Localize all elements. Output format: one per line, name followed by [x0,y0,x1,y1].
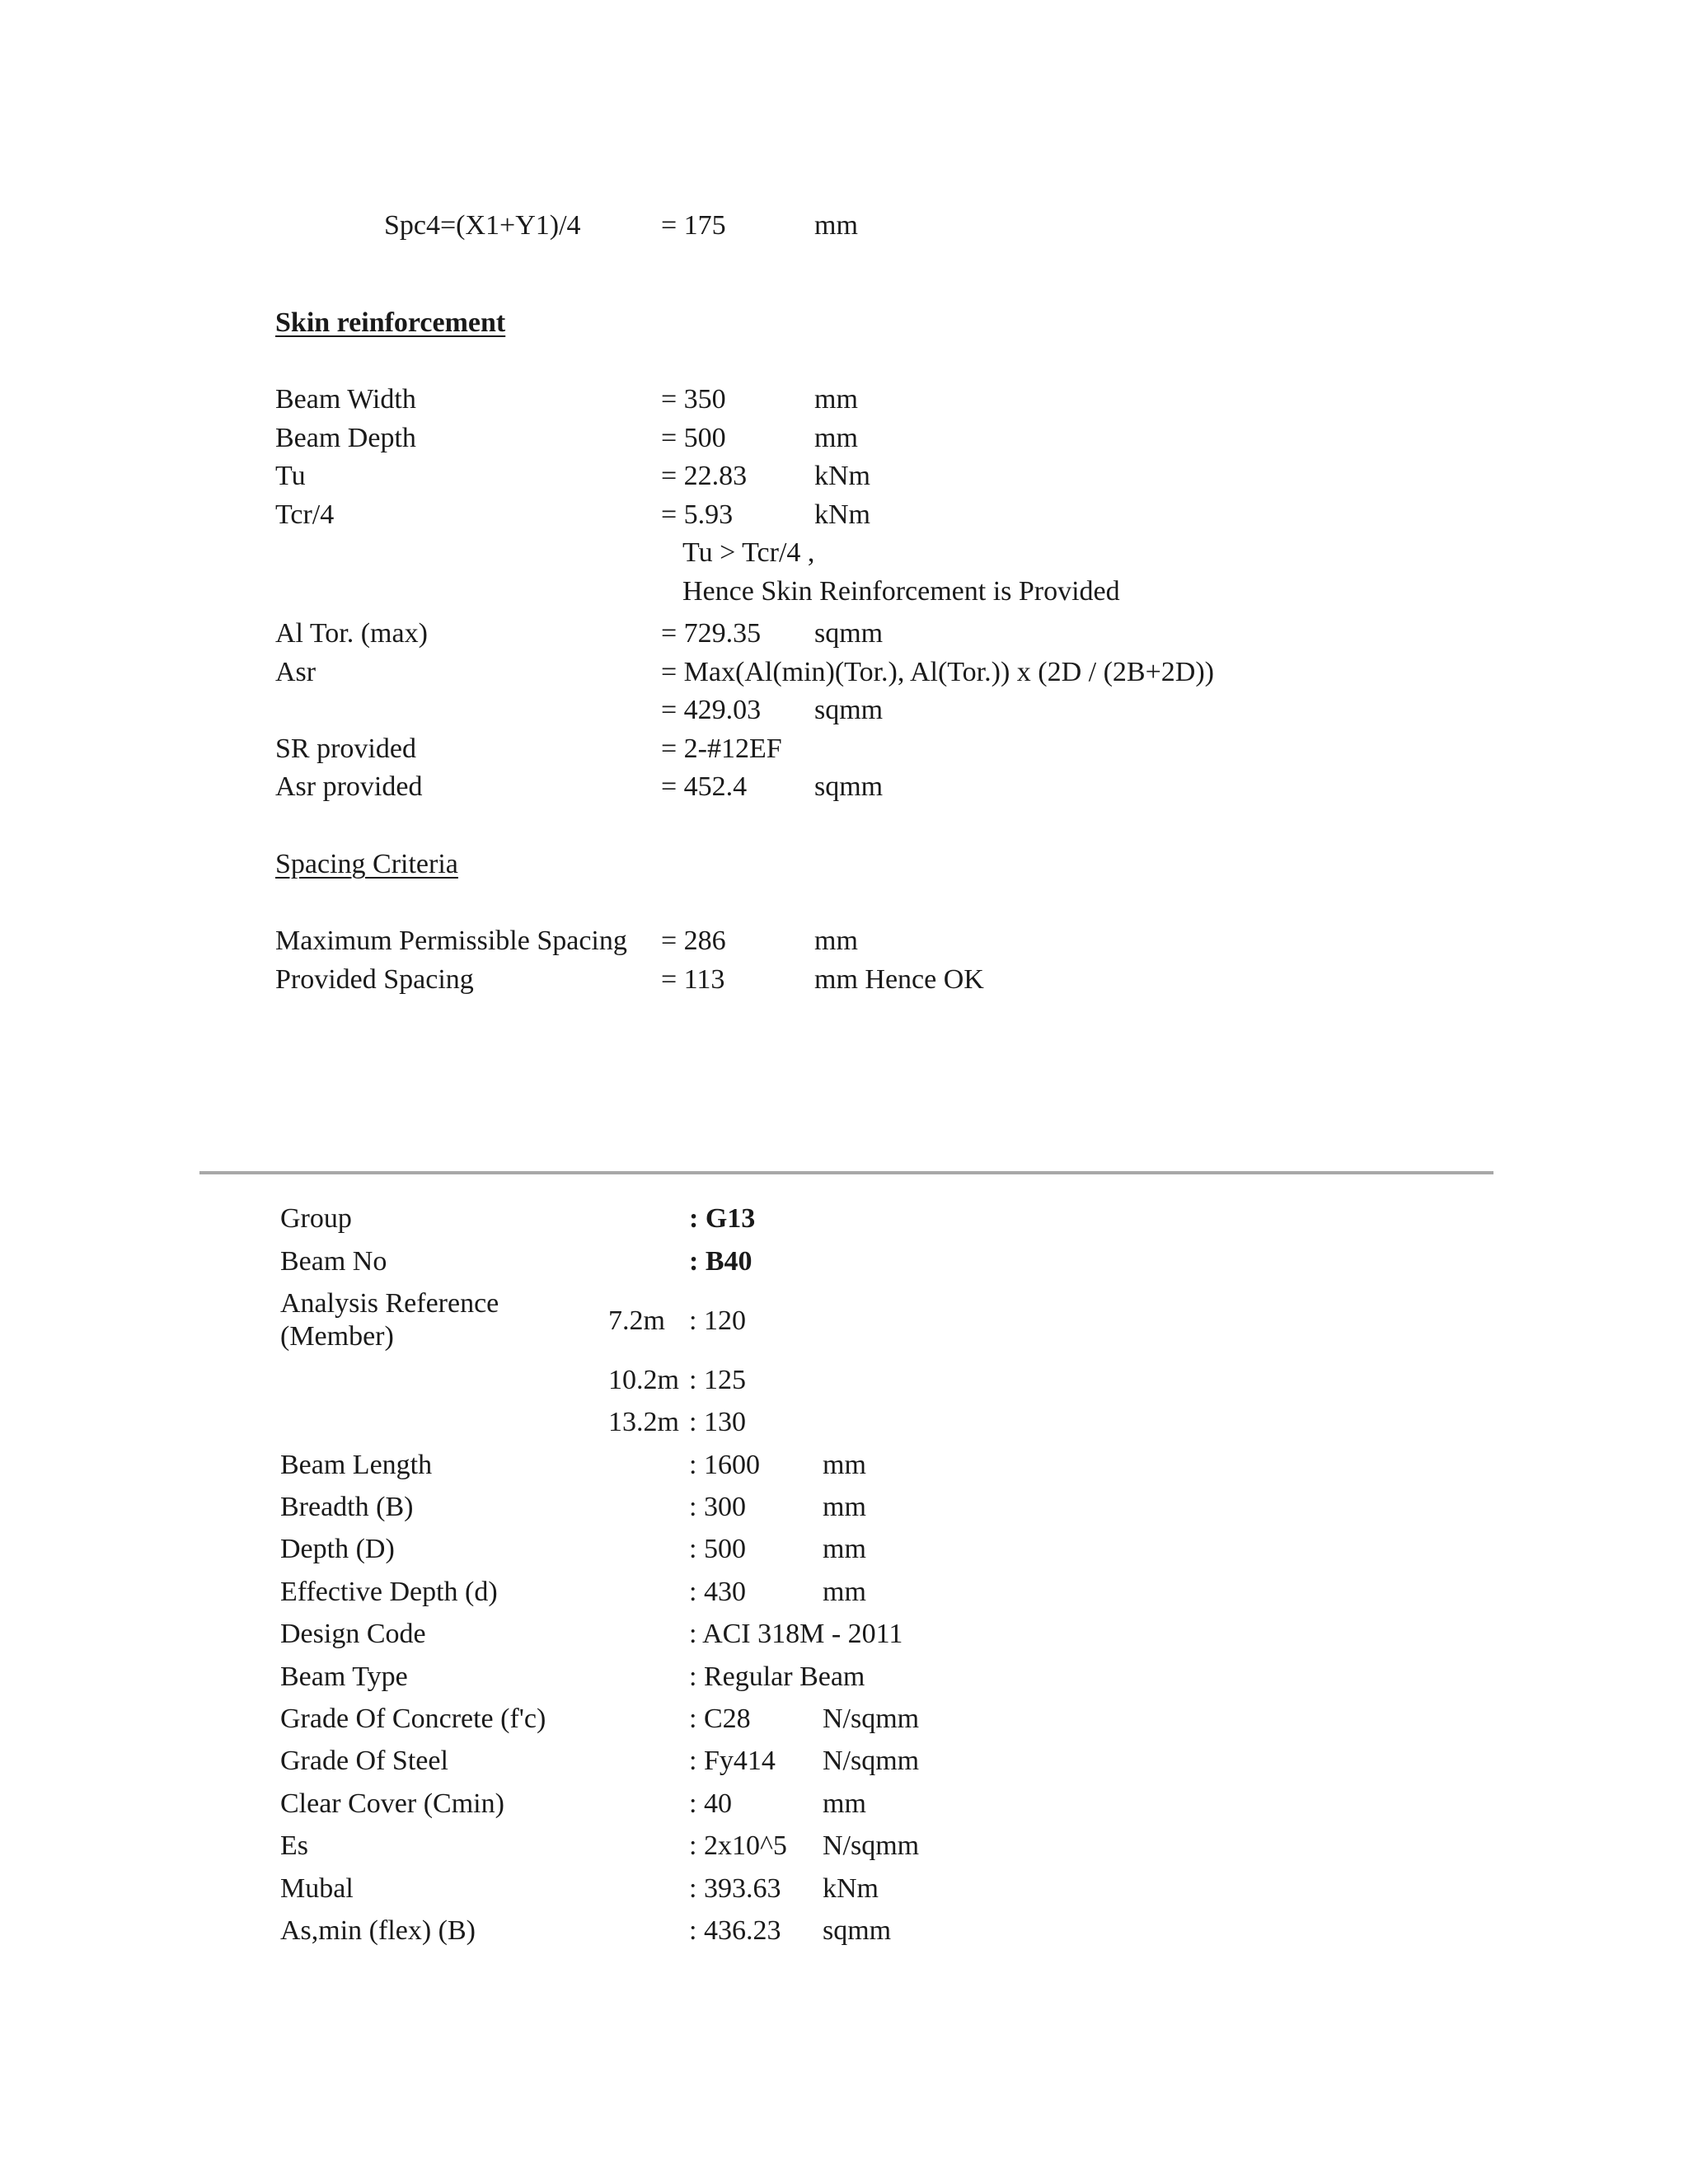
effective-depth-unit: mm [823,1577,866,1607]
analysis-ref-value-3: : 130 [689,1407,746,1437]
clear-cover-label: Clear Cover (Cmin) [280,1788,504,1819]
mubal-value: : 393.63 [689,1873,781,1904]
beam-width-value: = 350 [661,384,726,415]
spacing-criteria-heading: Spacing Criteria [275,849,458,879]
max-spacing-unit: mm [814,926,858,956]
spc4-label: Spc4=(X1+Y1)/4 [384,210,581,241]
condition-note: Tu > Tcr/4 , [682,537,815,568]
max-spacing-label: Maximum Permissible Spacing [275,926,627,956]
tu-unit: kNm [814,461,870,491]
clear-cover-value: : 40 [689,1788,732,1819]
group-label: Group [280,1203,352,1234]
beam-width-unit: mm [814,384,858,415]
analysis-ref-value-2: : 125 [689,1365,746,1395]
spc4-unit: mm [814,210,858,241]
breadth-unit: mm [823,1492,866,1522]
analysis-ref-value-1: : 120 [689,1305,746,1336]
provided-spacing-unit: mm Hence OK [814,964,984,995]
group-value: : G13 [689,1203,756,1234]
max-spacing-value: = 286 [661,926,726,956]
depth-label: Depth (D) [280,1534,395,1564]
spc4-value: = 175 [661,210,726,241]
beam-length-label: Beam Length [280,1450,433,1480]
clear-cover-unit: mm [823,1788,866,1819]
asr-provided-label: Asr provided [275,771,423,802]
breadth-label: Breadth (B) [280,1492,414,1522]
depth-unit: mm [823,1534,866,1564]
breadth-value: : 300 [689,1492,746,1522]
asr-unit: sqmm [814,695,884,725]
grade-steel-value: : Fy414 [689,1746,776,1776]
as-min-flex-label: As,min (flex) (B) [280,1915,476,1946]
analysis-ref-pos-1: 7.2m [608,1305,665,1336]
beam-no-value: : B40 [689,1246,753,1277]
al-tor-unit: sqmm [814,618,884,649]
analysis-reference-label: Analysis Reference (Member) [280,1288,499,1352]
page-divider [199,1171,1493,1174]
es-value: : 2x10^5 [689,1830,787,1861]
skin-reinforcement-heading: Skin reinforcement [275,307,506,338]
sr-provided-label: SR provided [275,733,416,764]
as-min-flex-unit: sqmm [823,1915,892,1946]
analysis-ref-pos-2: 10.2m [608,1365,679,1395]
beam-type-label: Beam Type [280,1661,408,1692]
grade-steel-label: Grade Of Steel [280,1746,448,1776]
beam-depth-unit: mm [814,423,858,453]
as-min-flex-value: : 436.23 [689,1915,781,1946]
effective-depth-value: : 430 [689,1577,746,1607]
grade-concrete-label: Grade Of Concrete (f'c) [280,1704,546,1734]
asr-provided-value: = 452.4 [661,771,748,802]
design-code-label: Design Code [280,1619,426,1649]
grade-steel-unit: N/sqmm [823,1746,920,1776]
conclusion-note: Hence Skin Reinforcement is Provided [682,576,1120,607]
depth-value: : 500 [689,1534,746,1564]
analysis-ref-pos-3: 13.2m [608,1407,679,1437]
asr-label: Asr [275,657,316,687]
beam-no-label: Beam No [280,1246,387,1277]
asr-formula: = Max(Al(min)(Tor.), Al(Tor.)) x (2D / (2B+2D)) [661,657,1214,687]
tcr4-label: Tcr/4 [275,499,335,530]
beam-depth-value: = 500 [661,423,726,453]
grade-concrete-value: : C28 [689,1704,751,1734]
mubal-label: Mubal [280,1873,354,1904]
tu-value: = 22.83 [661,461,748,491]
beam-depth-label: Beam Depth [275,423,416,453]
grade-concrete-unit: N/sqmm [823,1704,920,1734]
es-unit: N/sqmm [823,1830,920,1861]
es-label: Es [280,1830,308,1861]
effective-depth-label: Effective Depth (d) [280,1577,498,1607]
beam-length-unit: mm [823,1450,866,1480]
beam-length-value: : 1600 [689,1450,760,1480]
design-code-value: : ACI 318M - 2011 [689,1619,903,1649]
beam-type-value: : Regular Beam [689,1661,865,1692]
tu-label: Tu [275,461,306,491]
sr-provided-value: = 2-#12EF [661,733,782,764]
beam-width-label: Beam Width [275,384,416,415]
tcr4-unit: kNm [814,499,870,530]
al-tor-value: = 729.35 [661,618,762,649]
asr-provided-unit: sqmm [814,771,884,802]
asr-value: = 429.03 [661,695,762,725]
provided-spacing-value: = 113 [661,964,725,995]
tcr4-value: = 5.93 [661,499,734,530]
provided-spacing-label: Provided Spacing [275,964,474,995]
mubal-unit: kNm [823,1873,879,1904]
al-tor-label: Al Tor. (max) [275,618,428,649]
